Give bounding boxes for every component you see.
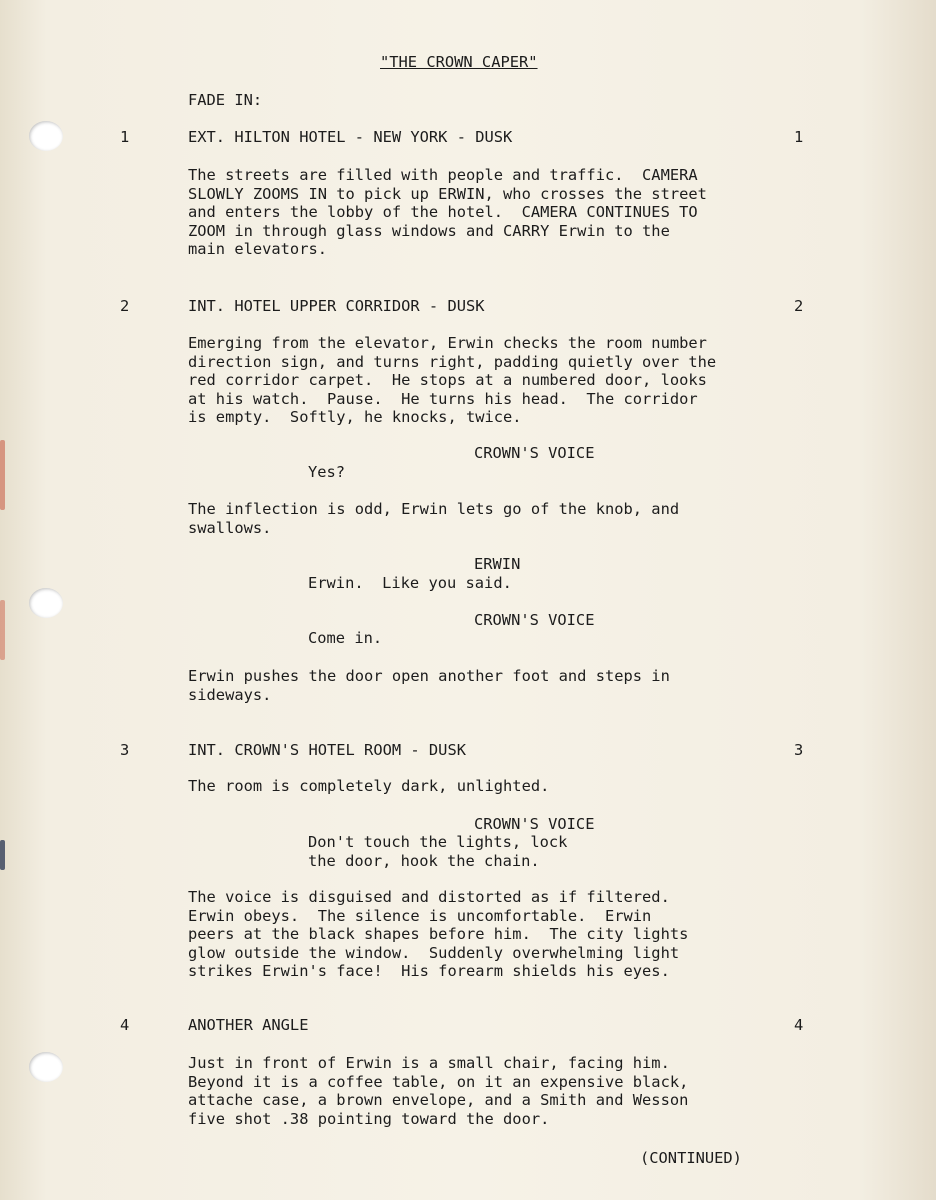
scene-number-left: 4 <box>120 1016 130 1034</box>
transition-fade-in: FADE IN: <box>188 91 263 109</box>
script-title: "THE CROWN CAPER" <box>380 53 538 71</box>
action-paragraph: Just in front of Erwin is a small chair, facing him. Beyond it is a coffee table, on it an expensive black, attache case, a brown envelope, and a Smith and Wesson five shot .38 pointing toward the door. <box>188 1054 689 1128</box>
binder-hole <box>29 1052 63 1082</box>
dialogue-line: Erwin. Like you said. <box>308 574 512 592</box>
scene-number-right: 4 <box>794 1016 804 1034</box>
edge-stain-dark <box>0 840 5 870</box>
action-paragraph: The streets are filled with people and traffic. CAMERA SLOWLY ZOOMS IN to pick up ERWIN, who crosses the street and enters the lobby of the hotel. CAMERA CONTINUES TO ZOOM in through glass windows and CARRY Erwin to the main elevators. <box>188 166 707 258</box>
binder-hole <box>29 121 63 151</box>
edge-stain-red <box>0 440 5 510</box>
action-paragraph: The inflection is odd, Erwin lets go of the knob, and swallows. <box>188 500 680 537</box>
dialogue-line: Come in. <box>308 629 383 647</box>
scene-number-right: 1 <box>794 128 804 146</box>
dialogue-line: Yes? <box>308 463 346 481</box>
binder-hole <box>29 588 63 618</box>
scene-number-left: 2 <box>120 297 130 315</box>
character-name: ERWIN <box>474 555 521 573</box>
continued-marker: (CONTINUED) <box>640 1149 742 1167</box>
dialogue-line: Don't touch the lights, lock the door, hook the chain. <box>308 833 568 870</box>
character-name: CROWN'S VOICE <box>474 611 595 629</box>
character-name: CROWN'S VOICE <box>474 444 595 462</box>
action-paragraph: The room is completely dark, unlighted. <box>188 777 550 795</box>
scene-heading: INT. CROWN'S HOTEL ROOM - DUSK <box>188 741 466 759</box>
action-paragraph: The voice is disguised and distorted as if filtered. Erwin obeys. The silence is uncomfortable. Erwin peers at the black shapes before him. The city lights glow outside the window. Suddenly overwhelming light strikes Erwin's face! His forearm shields his eyes. <box>188 888 689 980</box>
scene-heading: INT. HOTEL UPPER CORRIDOR - DUSK <box>188 297 485 315</box>
scene-number-left: 1 <box>120 128 130 146</box>
scene-number-left: 3 <box>120 741 130 759</box>
scene-heading: EXT. HILTON HOTEL - NEW YORK - DUSK <box>188 128 513 146</box>
action-paragraph: Erwin pushes the door open another foot and steps in sideways. <box>188 667 670 704</box>
scene-number-right: 3 <box>794 741 804 759</box>
scene-heading: ANOTHER ANGLE <box>188 1016 309 1034</box>
character-name: CROWN'S VOICE <box>474 815 595 833</box>
action-paragraph: Emerging from the elevator, Erwin checks the room number direction sign, and turns right, padding quietly over the red corridor carpet. He stops at a numbered door, looks at his watch. Pause. He turns his head. The corridor is empty. Softly, he knocks, twice. <box>188 334 717 426</box>
edge-stain-red <box>0 600 5 660</box>
scene-number-right: 2 <box>794 297 804 315</box>
